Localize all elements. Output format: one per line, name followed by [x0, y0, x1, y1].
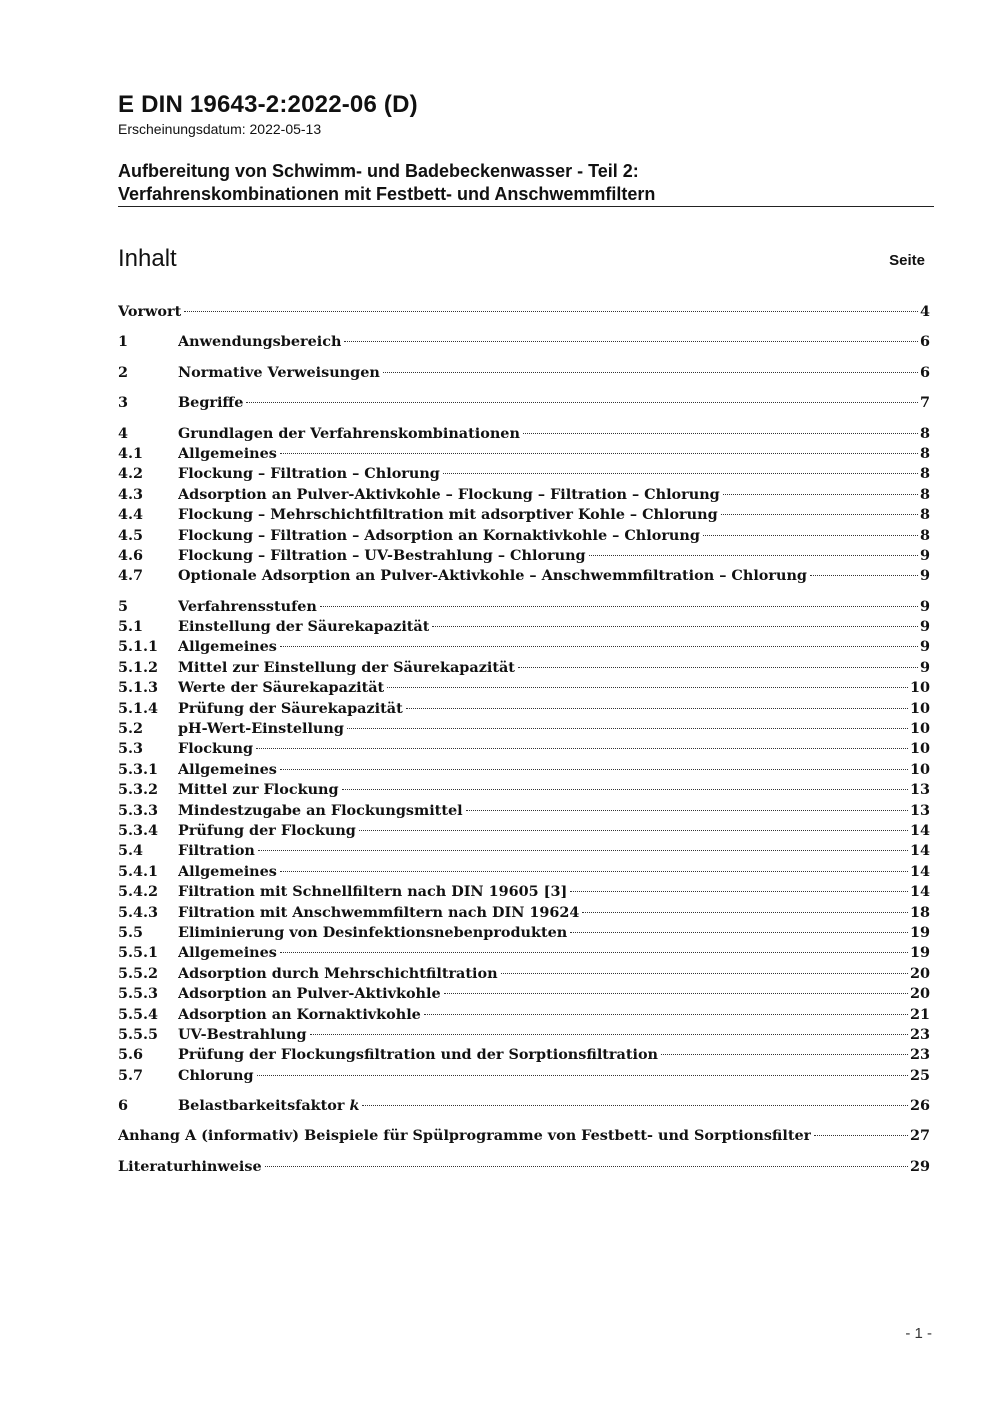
table-of-contents	[118, 302, 930, 1177]
toc-entry-title	[118, 302, 181, 322]
toc-entry[interactable]	[118, 821, 930, 841]
toc-entry-title-text: Begriffe	[178, 394, 244, 412]
toc-entry-title	[178, 444, 277, 464]
toc-entry-page: 26	[909, 1097, 930, 1115]
toc-entry-title-text: Filtration	[178, 842, 255, 860]
toc-entry-number: 5.1.1	[118, 638, 159, 656]
toc-entry[interactable]	[118, 658, 930, 678]
toc-dot-leader	[570, 932, 908, 933]
toc-entry-title	[178, 424, 520, 444]
toc-entry-title-variable: k	[349, 1097, 360, 1115]
toc-entry-page: 13	[909, 801, 930, 819]
toc-entry-title-text: UV-Bestrahlung	[178, 1025, 307, 1043]
toc-entry-title-text: Vorwort	[118, 303, 182, 320]
toc-dot-leader	[265, 1166, 908, 1167]
toc-entry-number: 5.3.4	[118, 821, 159, 839]
toc-dot-leader	[466, 810, 908, 811]
toc-entry-number: 5	[118, 597, 129, 615]
toc-entry-number: 4.3	[118, 485, 144, 503]
toc-dot-leader	[501, 973, 908, 974]
toc-entry-title-text: Allgemeines	[178, 444, 277, 462]
toc-entry-page: 10	[909, 699, 930, 717]
toc-entry-title	[178, 546, 586, 566]
toc-entry-number: 4.5	[118, 526, 144, 544]
toc-dot-leader	[342, 789, 908, 790]
toc-entry[interactable]	[118, 566, 930, 586]
toc-entry-title	[178, 566, 807, 586]
toc-entry-number: 5.5.5	[118, 1025, 159, 1043]
toc-entry-number: 4.7	[118, 567, 144, 585]
toc-entry-title-text: Verfahrensstufen	[178, 597, 317, 615]
toc-entry-title-text: Adsorption an Kornaktivkohle	[178, 1005, 421, 1023]
toc-entry-number: 5.5.1	[118, 944, 159, 962]
toc-entry-title-text: Adsorption durch Mehrschichtfiltration	[178, 964, 498, 982]
toc-entry-page: 23	[909, 1025, 930, 1043]
toc-dot-leader	[280, 952, 908, 953]
toc-entry-title-text: Flockung – Filtration – UV-Bestrahlung – Chlorung	[178, 546, 586, 564]
toc-entry-title	[178, 821, 356, 841]
toc-entry-number: 2	[118, 363, 129, 381]
toc-entry-number: 1	[118, 333, 129, 351]
toc-entry-title	[178, 1025, 307, 1045]
toc-entry-page: 10	[909, 740, 930, 758]
toc-entry-number: 5.5	[118, 923, 144, 941]
toc-entry-title	[178, 658, 515, 678]
toc-entry-number: 5.3.2	[118, 781, 159, 799]
toc-entry-number: 5.4.2	[118, 883, 159, 901]
toc-dot-leader	[703, 535, 918, 536]
toc-entry-page: 9	[919, 618, 930, 636]
toc-entry-number: 5.6	[118, 1046, 144, 1064]
toc-entry-number: 5.1.3	[118, 679, 159, 697]
toc-dot-leader	[443, 473, 918, 474]
toc-entry[interactable]	[118, 332, 930, 352]
toc-entry-page: 13	[909, 781, 930, 799]
toc-entry[interactable]	[118, 1126, 930, 1146]
toc-entry-page: 29	[909, 1157, 930, 1175]
toc-dot-leader	[432, 626, 918, 627]
toc-dot-leader	[246, 402, 918, 403]
toc-entry-page: 10	[909, 679, 930, 697]
toc-entry-page: 18	[909, 903, 930, 921]
toc-entry[interactable]	[118, 943, 930, 963]
title-rule	[118, 206, 934, 207]
toc-entry-number: 4.2	[118, 465, 144, 483]
toc-entry-title	[178, 739, 253, 759]
toc-entry-title-text: Flockung – Filtration – Adsorption an Kornaktivkohle – Chlorung	[178, 526, 700, 544]
toc-dot-leader	[661, 1054, 908, 1055]
toc-entry[interactable]	[118, 363, 930, 383]
toc-entry[interactable]	[118, 1066, 930, 1086]
toc-dot-leader	[184, 311, 918, 312]
toc-dot-leader	[280, 646, 918, 647]
toc-entry-page: 10	[909, 720, 930, 738]
toc-entry-page: 21	[909, 1005, 930, 1023]
toc-entry-title	[178, 1096, 359, 1116]
toc-entry[interactable]	[118, 739, 930, 759]
toc-entry[interactable]	[118, 862, 930, 882]
toc-entry-title	[178, 485, 720, 505]
toc-entry-title-text: Flockung	[178, 740, 254, 758]
toc-entry-title-text: Mittel zur Flockung	[178, 781, 339, 799]
toc-entry-number: 5.3	[118, 740, 144, 758]
toc-entry-title	[178, 801, 463, 821]
toc-entry-page: 25	[909, 1066, 930, 1084]
toc-entry-title	[178, 984, 441, 1004]
toc-entry-number: 5.1.4	[118, 699, 159, 717]
toc-entry[interactable]	[118, 984, 930, 1004]
toc-entry-title-text: Prüfung der Flockungsfiltration und der Sorptionsfiltration	[178, 1046, 659, 1064]
toc-entry-title-text: Mindestzugabe an Flockungsmittel	[178, 801, 463, 819]
toc-entry-page: 8	[919, 465, 930, 483]
toc-dot-leader	[814, 1135, 908, 1136]
toc-dot-leader	[256, 748, 908, 749]
toc-entry[interactable]	[118, 678, 930, 698]
toc-dot-leader	[347, 728, 908, 729]
toc-entry-title	[118, 1126, 811, 1146]
toc-entry[interactable]	[118, 841, 930, 861]
toc-entry-title	[178, 332, 341, 352]
toc-entry-page: 27	[909, 1127, 930, 1145]
toc-entry-title-text: Normative Verweisungen	[178, 363, 380, 381]
toc-entry-title-text: Chlorung	[178, 1066, 254, 1084]
toc-dot-leader	[570, 891, 908, 892]
toc-dot-leader	[280, 453, 918, 454]
toc-entry-title	[178, 964, 498, 984]
toc-entry-title	[178, 1066, 254, 1086]
toc-entry-title	[178, 617, 429, 637]
toc-entry-page: 23	[909, 1046, 930, 1064]
toc-dot-leader	[280, 769, 908, 770]
toc-entry[interactable]	[118, 699, 930, 719]
toc-entry-title-text: Einstellung der Säurekapazität	[178, 618, 430, 636]
toc-entry[interactable]	[118, 719, 930, 739]
toc-entry[interactable]	[118, 302, 930, 322]
toc-entry[interactable]	[118, 505, 930, 525]
toc-entry-page: 8	[919, 506, 930, 524]
publication-date: Erscheinungsdatum: 2022-05-13	[118, 121, 322, 137]
toc-entry-title	[178, 719, 344, 739]
toc-dot-leader	[721, 514, 918, 515]
toc-dot-leader	[810, 575, 918, 576]
toc-entry[interactable]	[118, 1096, 930, 1116]
toc-entry[interactable]	[118, 637, 930, 657]
toc-entry-title	[178, 780, 339, 800]
page-column-label: Seite	[889, 252, 925, 269]
toc-entry-page: 8	[919, 526, 930, 544]
toc-entry-number: 4.4	[118, 506, 144, 524]
toc-dot-leader	[523, 433, 918, 434]
toc-entry[interactable]	[118, 526, 930, 546]
document-title	[118, 160, 933, 206]
toc-entry-number: 5.5.2	[118, 964, 159, 982]
toc-entry-title	[178, 393, 243, 413]
toc-entry-title-text: Mittel zur Einstellung der Säurekapazität	[178, 658, 515, 676]
toc-entry-title	[118, 1157, 262, 1177]
toc-entry-title-text: Allgemeines	[178, 760, 277, 778]
toc-entry-title-text: Allgemeines	[178, 944, 277, 962]
toc-entry-title-text: Allgemeines	[178, 638, 277, 656]
toc-entry-page: 14	[909, 862, 930, 880]
toc-entry-page: 20	[909, 964, 930, 982]
toc-dot-leader	[444, 993, 908, 994]
toc-entry-page: 19	[909, 944, 930, 962]
toc-entry[interactable]	[118, 801, 930, 821]
title-line-2: Verfahrenskombinationen mit Festbett- und Anschwemmfiltern	[118, 184, 656, 204]
toc-entry-title	[178, 526, 700, 546]
toc-entry-title	[178, 699, 403, 719]
toc-entry-title-text: Literaturhinweise	[118, 1157, 262, 1175]
toc-entry-page: 20	[909, 985, 930, 1003]
toc-entry-page: 8	[919, 485, 930, 503]
toc-entry[interactable]	[118, 1005, 930, 1025]
toc-entry-number: 5.4	[118, 842, 144, 860]
toc-entry[interactable]	[118, 424, 930, 444]
toc-entry-title-text: Werte der Säurekapazität	[178, 679, 385, 697]
toc-entry-page: 8	[919, 444, 930, 462]
toc-entry-page: 9	[919, 597, 930, 615]
toc-entry-title	[178, 882, 567, 902]
toc-entry[interactable]	[118, 964, 930, 984]
toc-entry-number: 5.5.4	[118, 1005, 159, 1023]
toc-entry-title	[178, 943, 277, 963]
toc-entry-title-text: Filtration mit Anschwemmfiltern nach DIN 19624	[178, 903, 580, 921]
toc-entry[interactable]	[118, 393, 930, 413]
toc-entry-title	[178, 862, 277, 882]
toc-entry[interactable]	[118, 444, 930, 464]
toc-entry-number: 5.4.1	[118, 862, 159, 880]
toc-dot-leader	[320, 606, 918, 607]
toc-entry-page: 7	[919, 394, 930, 412]
toc-dot-leader	[362, 1105, 907, 1106]
toc-entry-title-text: Eliminierung von Desinfektionsnebenprodukten	[178, 923, 568, 941]
toc-entry-number: 5.2	[118, 720, 144, 738]
title-line-1: Aufbereitung von Schwimm- und Badebeckenwasser - Teil 2:	[118, 161, 639, 181]
toc-entry-number: 4.1	[118, 444, 144, 462]
toc-entry-number: 5.1.2	[118, 658, 159, 676]
toc-dot-leader	[359, 830, 908, 831]
toc-dot-leader	[383, 372, 918, 373]
toc-entry[interactable]	[118, 1025, 930, 1045]
toc-entry[interactable]	[118, 597, 930, 617]
toc-entry-number: 5.7	[118, 1066, 144, 1084]
toc-entry[interactable]	[118, 485, 930, 505]
toc-entry-title	[178, 903, 579, 923]
toc-entry-title	[178, 637, 277, 657]
toc-dot-leader	[582, 912, 908, 913]
toc-dot-leader	[257, 1075, 908, 1076]
toc-entry-title-text: Filtration mit Schnellfiltern nach DIN 19605 [3]	[178, 883, 568, 901]
toc-entry-page: 14	[909, 821, 930, 839]
toc-dot-leader	[258, 850, 908, 851]
toc-entry-title	[178, 760, 277, 780]
toc-entry-number: 5.1	[118, 618, 144, 636]
toc-entry-title	[178, 363, 380, 383]
toc-dot-leader	[723, 494, 918, 495]
toc-entry-page: 9	[919, 658, 930, 676]
document-id: E DIN 19643-2:2022-06 (D)	[118, 91, 418, 118]
toc-entry-page: 9	[919, 638, 930, 656]
toc-entry-title-text: pH-Wert-Einstellung	[178, 720, 344, 738]
toc-entry-page: 9	[919, 567, 930, 585]
toc-entry-title	[178, 923, 567, 943]
toc-entry[interactable]	[118, 903, 930, 923]
toc-entry-title-text: Flockung – Mehrschichtfiltration mit adsorptiver Kohle – Chlorung	[178, 506, 718, 524]
toc-entry-title-text: Adsorption an Pulver-Aktivkohle	[178, 985, 441, 1003]
toc-entry-number: 4.6	[118, 546, 144, 564]
toc-dot-leader	[424, 1014, 908, 1015]
toc-entry[interactable]	[118, 617, 930, 637]
toc-entry-title-text: Belastbarkeitsfaktor	[178, 1097, 345, 1115]
toc-entry-title	[178, 464, 440, 484]
toc-dot-leader	[518, 667, 918, 668]
toc-entry-page: 6	[919, 333, 930, 351]
toc-entry-page: 6	[919, 363, 930, 381]
toc-entry-title-text: Adsorption an Pulver-Aktivkohle – Flockung – Filtration – Chlorung	[178, 485, 720, 503]
toc-entry-title-text: Prüfung der Säurekapazität	[178, 699, 403, 717]
toc-entry-title-text: Anhang A (informativ) Beispiele für Spülprogramme von Festbett- und Sorptionsfilter	[118, 1127, 812, 1145]
toc-entry-title	[178, 597, 317, 617]
toc-entry-title-text: Flockung – Filtration – Chlorung	[178, 465, 440, 483]
toc-entry-title-text: Grundlagen der Verfahrenskombinationen	[178, 424, 520, 442]
toc-entry-number: 5.4.3	[118, 903, 159, 921]
toc-entry-title	[178, 841, 255, 861]
page-number: - 1 -	[905, 1325, 932, 1342]
toc-dot-leader	[280, 871, 908, 872]
toc-dot-leader	[406, 708, 908, 709]
toc-entry-title-text: Prüfung der Flockung	[178, 821, 356, 839]
toc-entry[interactable]	[118, 464, 930, 484]
toc-entry[interactable]	[118, 1045, 930, 1065]
toc-entry[interactable]	[118, 780, 930, 800]
toc-entry[interactable]	[118, 1157, 930, 1177]
toc-entry-page: 8	[919, 424, 930, 442]
toc-entry-page: 14	[909, 842, 930, 860]
toc-entry-page: 4	[919, 303, 930, 320]
toc-entry-title-text: Optionale Adsorption an Pulver-Aktivkohle – Anschwemmfiltration – Chlorung	[178, 567, 807, 585]
toc-entry[interactable]	[118, 546, 930, 566]
toc-entry-title	[178, 505, 718, 525]
toc-dot-leader	[310, 1034, 908, 1035]
toc-entry[interactable]	[118, 923, 930, 943]
toc-entry-title-text: Allgemeines	[178, 862, 277, 880]
toc-entry-number: 6	[118, 1097, 129, 1115]
toc-entry-number: 4	[118, 424, 129, 442]
toc-dot-leader	[387, 687, 908, 688]
toc-entry-title	[178, 1045, 658, 1065]
toc-entry-page: 9	[919, 546, 930, 564]
toc-entry-number: 5.3.1	[118, 760, 159, 778]
toc-entry-title-text: Anwendungsbereich	[178, 333, 342, 351]
toc-entry-title	[178, 1005, 421, 1025]
toc-entry-page: 19	[909, 923, 930, 941]
toc-entry-page: 14	[909, 883, 930, 901]
toc-entry-page: 10	[909, 760, 930, 778]
toc-dot-leader	[344, 341, 918, 342]
toc-entry[interactable]	[118, 882, 930, 902]
toc-entry-title	[178, 678, 384, 698]
toc-dot-leader	[589, 555, 918, 556]
toc-entry[interactable]	[118, 760, 930, 780]
toc-entry-number: 5.3.3	[118, 801, 159, 819]
toc-heading: Inhalt	[118, 245, 177, 272]
toc-entry-number: 3	[118, 394, 129, 412]
toc-entry-number: 5.5.3	[118, 985, 159, 1003]
